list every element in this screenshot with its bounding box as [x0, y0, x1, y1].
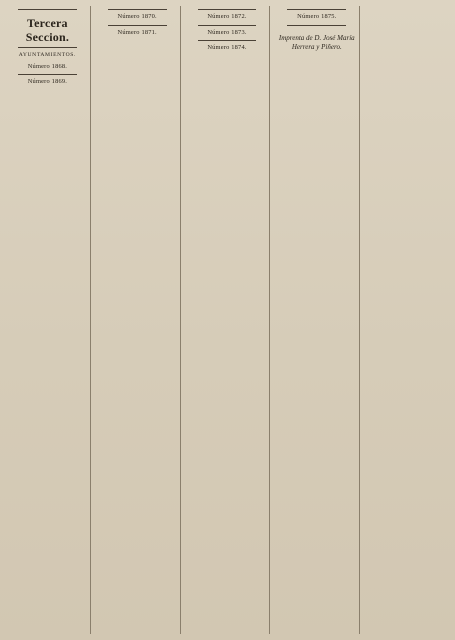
divider — [287, 9, 346, 10]
divider — [18, 74, 77, 75]
column-3 — [185, 6, 271, 634]
notice-number: Número 1868. — [27, 62, 68, 70]
column-5 — [364, 6, 450, 634]
notice-number: Número 1872. — [207, 13, 247, 20]
divider — [108, 9, 167, 10]
divider — [198, 9, 257, 10]
section-title: Tercera Seccion. — [25, 16, 70, 44]
notice-number: Número 1873. — [207, 28, 247, 36]
divider — [18, 9, 77, 10]
section-subtitle: AYUNTAMIENTOS. — [18, 52, 76, 58]
notice-number: Número 1871. — [117, 28, 157, 36]
notice-number: Número 1874. — [207, 44, 247, 52]
printer-imprint: Imprenta de D. José María Herrera y Piñero. — [278, 33, 355, 51]
column-1 — [5, 6, 91, 634]
divider — [287, 25, 346, 26]
column-2 — [95, 6, 181, 634]
columns — [5, 6, 450, 634]
divider — [198, 40, 257, 41]
notice-number: Número 1870. — [117, 13, 157, 20]
notice-number: Número 1875. — [297, 13, 337, 20]
divider — [198, 25, 257, 26]
divider — [18, 47, 77, 48]
column-4 — [274, 6, 360, 634]
divider — [108, 25, 167, 26]
notice-number: Número 1869. — [27, 78, 68, 86]
